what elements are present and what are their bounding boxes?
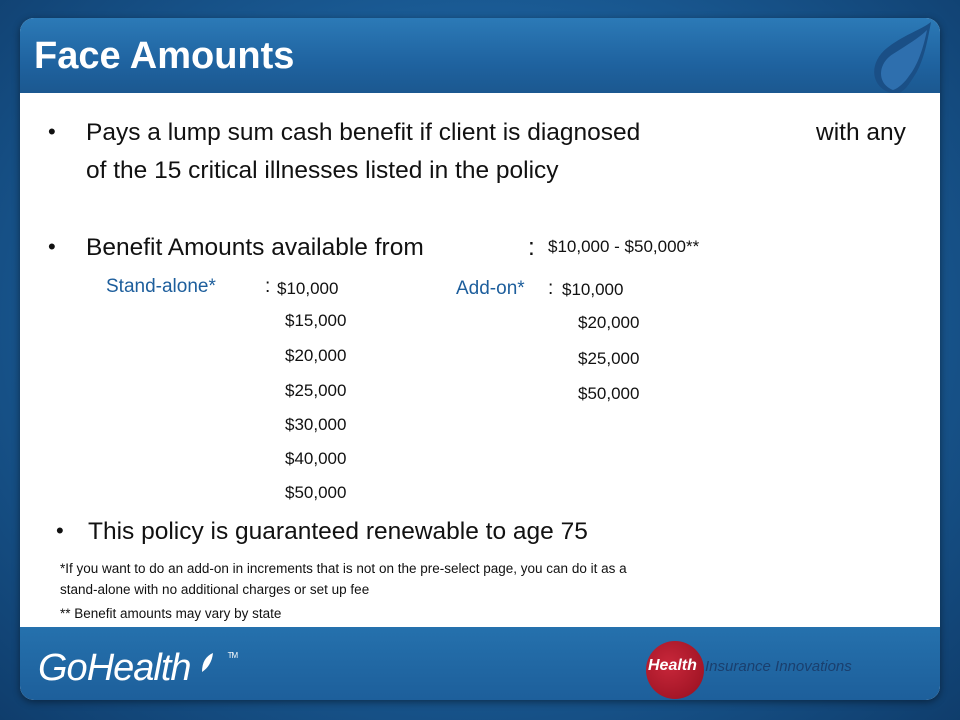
bullet-1-with-any: with any [816,119,906,146]
benefit-amounts-label: Benefit Amounts available from [86,234,424,261]
addon-value: $10,000 [562,280,624,299]
standalone-value: $10,000 [277,279,339,298]
bullet-dot: • [48,234,56,259]
standalone-value: $20,000 [285,346,347,365]
bullet-dot: • [56,518,64,543]
footnote-addon-line-2: stand-alone with no additional charges or set up fee [60,582,370,597]
gohealth-logo [38,647,238,690]
footnote-state: ** Benefit amounts may vary by state [60,606,282,621]
partner-logo-name: Insurance Innovations [705,658,852,675]
addon-value: $50,000 [578,384,640,403]
standalone-colon: : [265,276,271,297]
slide [20,18,940,700]
standalone-label: Stand-alone* [106,276,216,297]
addon-value: $20,000 [578,313,640,332]
standalone-value: $40,000 [285,449,347,468]
slide-footer [20,627,940,700]
gohealth-trademark: TM [227,651,238,660]
slide-title: Face Amounts [34,35,295,77]
addon-value: $25,000 [578,349,640,368]
gohealth-leaf-icon [200,652,214,674]
slide-body [20,93,940,627]
standalone-value: $15,000 [285,311,347,330]
standalone-value: $50,000 [285,483,347,502]
bullet-3-renewable: This policy is guaranteed renewable to age 75 [88,518,588,545]
benefit-amounts-colon: : [528,234,535,261]
benefit-amounts-range: $10,000 - $50,000** [548,237,700,256]
bullet-1-line-1: Pays a lump sum cash benefit if client is diagnosed [86,119,641,146]
standalone-value: $30,000 [285,415,347,434]
standalone-value: $25,000 [285,381,347,400]
gohealth-go: Go [38,647,87,689]
footnote-addon-line-1: *If you want to do an add-on in increments that is not on the pre-select page, you can do it as a [60,561,627,576]
addon-label: Add-on* [456,278,525,299]
slide-header [20,18,940,93]
bullet-dot: • [48,119,56,144]
addon-colon: : [548,278,554,299]
partner-logo-health: Health [648,657,697,674]
bullet-1-line-2: of the 15 critical illnesses listed in the policy [86,157,559,184]
gohealth-health: Health [86,647,191,689]
